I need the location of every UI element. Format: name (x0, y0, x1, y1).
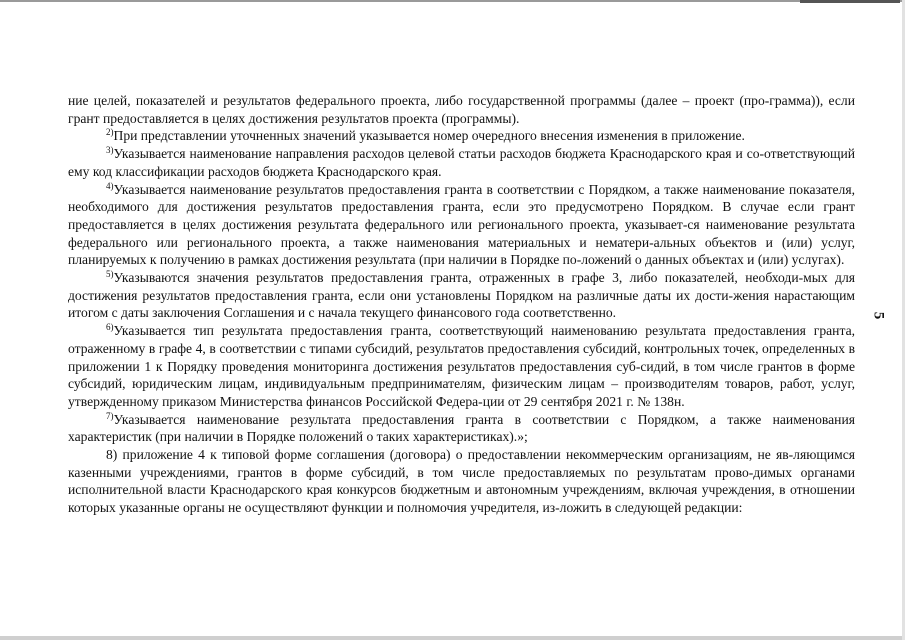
footnote-text: При представлении уточненных значений указывается номер очередного внесения изменения в приложение. (113, 128, 745, 144)
page-number: 5 (870, 311, 887, 320)
footnote-text: Указывается наименование результатов предоставления гранта в соответствии с Порядком, а также наименование показателя, необходимого для достижения результатов предоставления гранта, если это предусмотрено Порядком. В случае если грант предоставляется в целях достижения результата федерального или регионального проекта, указывает-ся наименование результата федерального или регионального проекта, а также наименования материальных и нематери-альных объектов и (или) услуг, планируемых к получению в рамках достижения результата (при наличии в Порядке по-ложений о данных объектах и (или) услугах). (68, 181, 855, 268)
footnote-marker: 3) (106, 145, 114, 156)
footnote-marker: 7) (106, 410, 114, 421)
paragraph-text: ние целей, показателей и результатов федерального проекта, либо государственной программы (далее – проект (про-грамма)), если грант предоставляется в целях достижения результатов проекта (программы). (68, 93, 855, 126)
paragraph-continuation (68, 92, 855, 127)
footnote-5 (68, 269, 855, 322)
footnote-text: Указывается тип результата предоставления гранта, соответствующий наименованию результата предоставления гранта, отраженному в графе 4, в соответствии с типами субсидий, результатов предоставления субсидий, контрольных точек, определенных в приложении 1 к Порядку проведения мониторинга достижения результатов предоставления суб-сидий, в том числе грантов в форме субсидий, юридическим лицам, индивидуальным предпринимателям, физическим лицам – производителям товаров, работ, услуг, утвержденному приказом Министерства финансов Российской Федера-ции от 29 сентября 2021 г. № 138н. (68, 323, 855, 409)
scan-bottom-edge (0, 636, 905, 640)
footnote-marker: 4) (106, 180, 114, 191)
paragraph-text: 8) приложение 4 к типовой форме соглашения (договора) о предоставлении некоммерческим организациям, не яв-ляющимся казенными учреждениями, грантов в форме субсидий, в том числе предоставляемых по результатам прово-димых органами исполнительной власти Краснодарского края конкурсов бюджетным и автономным учреждениям, включая учреждения, в отношении которых указанные органы не осуществляют функции и полномочия учредителя, из-ложить в следующей редакции: (68, 447, 855, 516)
footnote-3 (68, 145, 855, 180)
footnote-text: Указываются значения результатов предоставления гранта, отраженных в графе 3, либо показателей, необходи-мых для достижения результатов предоставления гранта, если они установлены Порядком на различные даты их дости-жения нарастающим итогом с даты заключения Соглашения и с начала текущего финансового года соответственно. (68, 270, 855, 321)
amendment-item-8 (68, 446, 855, 517)
footnote-text: Указывается наименование направления расходов целевой статьи расходов бюджета Краснодарского края и со-ответствующий ему код классификации расходов бюджета Краснодарского края. (68, 146, 855, 179)
document-body (68, 92, 855, 517)
footnote-text: Указывается наименование результата предоставления гранта в соответствии с Порядком, а также наименования характеристик (при наличии в Порядке положений о таких характеристиках).»; (68, 411, 855, 445)
footnote-marker: 5) (106, 269, 114, 280)
footnote-7 (68, 411, 855, 446)
footnote-6 (68, 322, 855, 411)
footnote-2 (68, 127, 855, 145)
footnote-4 (68, 181, 855, 270)
scan-top-mark (800, 0, 900, 3)
scan-top-edge (0, 0, 905, 2)
footnote-marker: 2) (106, 127, 114, 138)
footnote-marker: 6) (106, 322, 114, 333)
